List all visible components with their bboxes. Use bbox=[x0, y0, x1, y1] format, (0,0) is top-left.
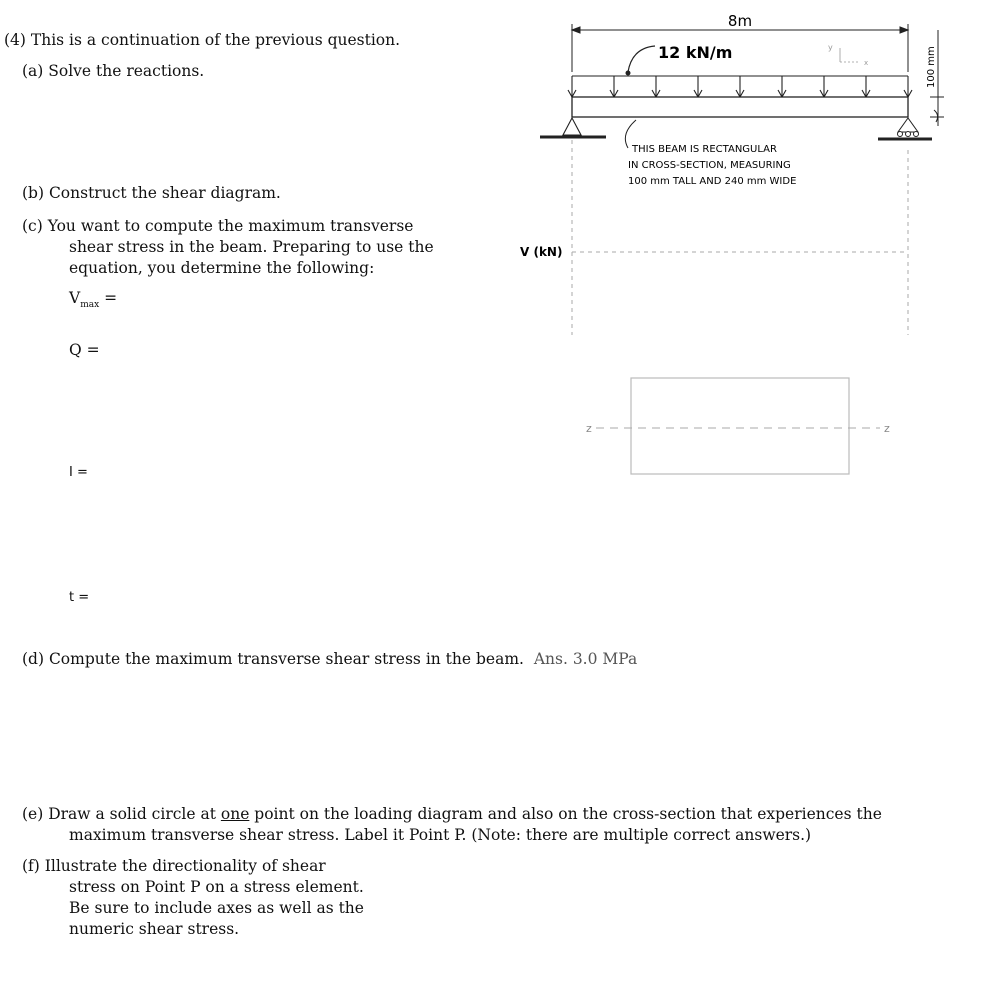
beam bbox=[572, 97, 908, 117]
span-dimension bbox=[572, 24, 908, 72]
i-label: I = bbox=[69, 465, 88, 480]
part-f-line2: stress on Point P on a stress element. bbox=[69, 878, 364, 896]
z-left-label: z bbox=[586, 422, 592, 435]
t-label: t = bbox=[69, 590, 90, 605]
part-f-line1: (f) Illustrate the directionality of shear bbox=[22, 857, 326, 875]
shear-axis-label: V (kN) bbox=[520, 245, 563, 259]
part-f-line3: Be sure to include axes as well as the bbox=[69, 899, 364, 917]
pin-support-left bbox=[563, 118, 581, 135]
xy-axes-icon bbox=[840, 48, 858, 62]
load-leader bbox=[628, 46, 655, 72]
part-e-underlined: one bbox=[220, 805, 250, 823]
load-label: 12 kN/m bbox=[658, 43, 733, 62]
part-c-line3: equation, you determine the following: bbox=[69, 259, 375, 277]
note-line2: IN CROSS-SECTION, MEASURING bbox=[628, 160, 791, 171]
vmax-sub: max bbox=[80, 300, 100, 311]
axis-x-label: x bbox=[864, 59, 869, 67]
vmax-eq: = bbox=[99, 289, 118, 307]
part-e-pre: (e) Draw a solid circle at bbox=[22, 805, 221, 823]
load-leader-dot bbox=[626, 71, 631, 76]
z-right-label: z bbox=[884, 422, 890, 435]
part-c-line2: shear stress in the beam. Preparing to use the bbox=[69, 238, 434, 256]
question-header: (4) This is a continuation of the previous question. bbox=[4, 31, 401, 49]
part-c-line1: (c) You want to compute the maximum transverse bbox=[22, 217, 414, 235]
note-line3: 100 mm TALL AND 240 mm WIDE bbox=[628, 176, 797, 187]
depth-label: 100 mm bbox=[926, 46, 937, 88]
part-a: (a) Solve the reactions. bbox=[22, 62, 205, 80]
note-line1: THIS BEAM IS RECTANGULAR bbox=[632, 144, 777, 155]
distributed-load bbox=[568, 76, 912, 97]
axis-y-label: y bbox=[828, 43, 833, 52]
part-d-answer: Ans. 3.0 MPa bbox=[533, 650, 638, 668]
part-b: (b) Construct the shear diagram. bbox=[22, 184, 281, 202]
span-label: 8m bbox=[727, 12, 753, 30]
cross-section bbox=[631, 378, 849, 474]
roller-support-right bbox=[898, 118, 919, 137]
part-d-text: (d) Compute the maximum transverse shear stress in the beam. bbox=[22, 650, 524, 668]
vmax-main: V bbox=[69, 289, 81, 307]
q-label: Q = bbox=[69, 341, 100, 359]
part-e-line2: maximum transverse shear stress. Label it Point P. (Note: there are multiple correct answers.) bbox=[69, 826, 812, 844]
part-f-line4: numeric shear stress. bbox=[69, 920, 240, 938]
part-e-post: point on the loading diagram and also on the cross-section that experiences the bbox=[249, 805, 882, 823]
